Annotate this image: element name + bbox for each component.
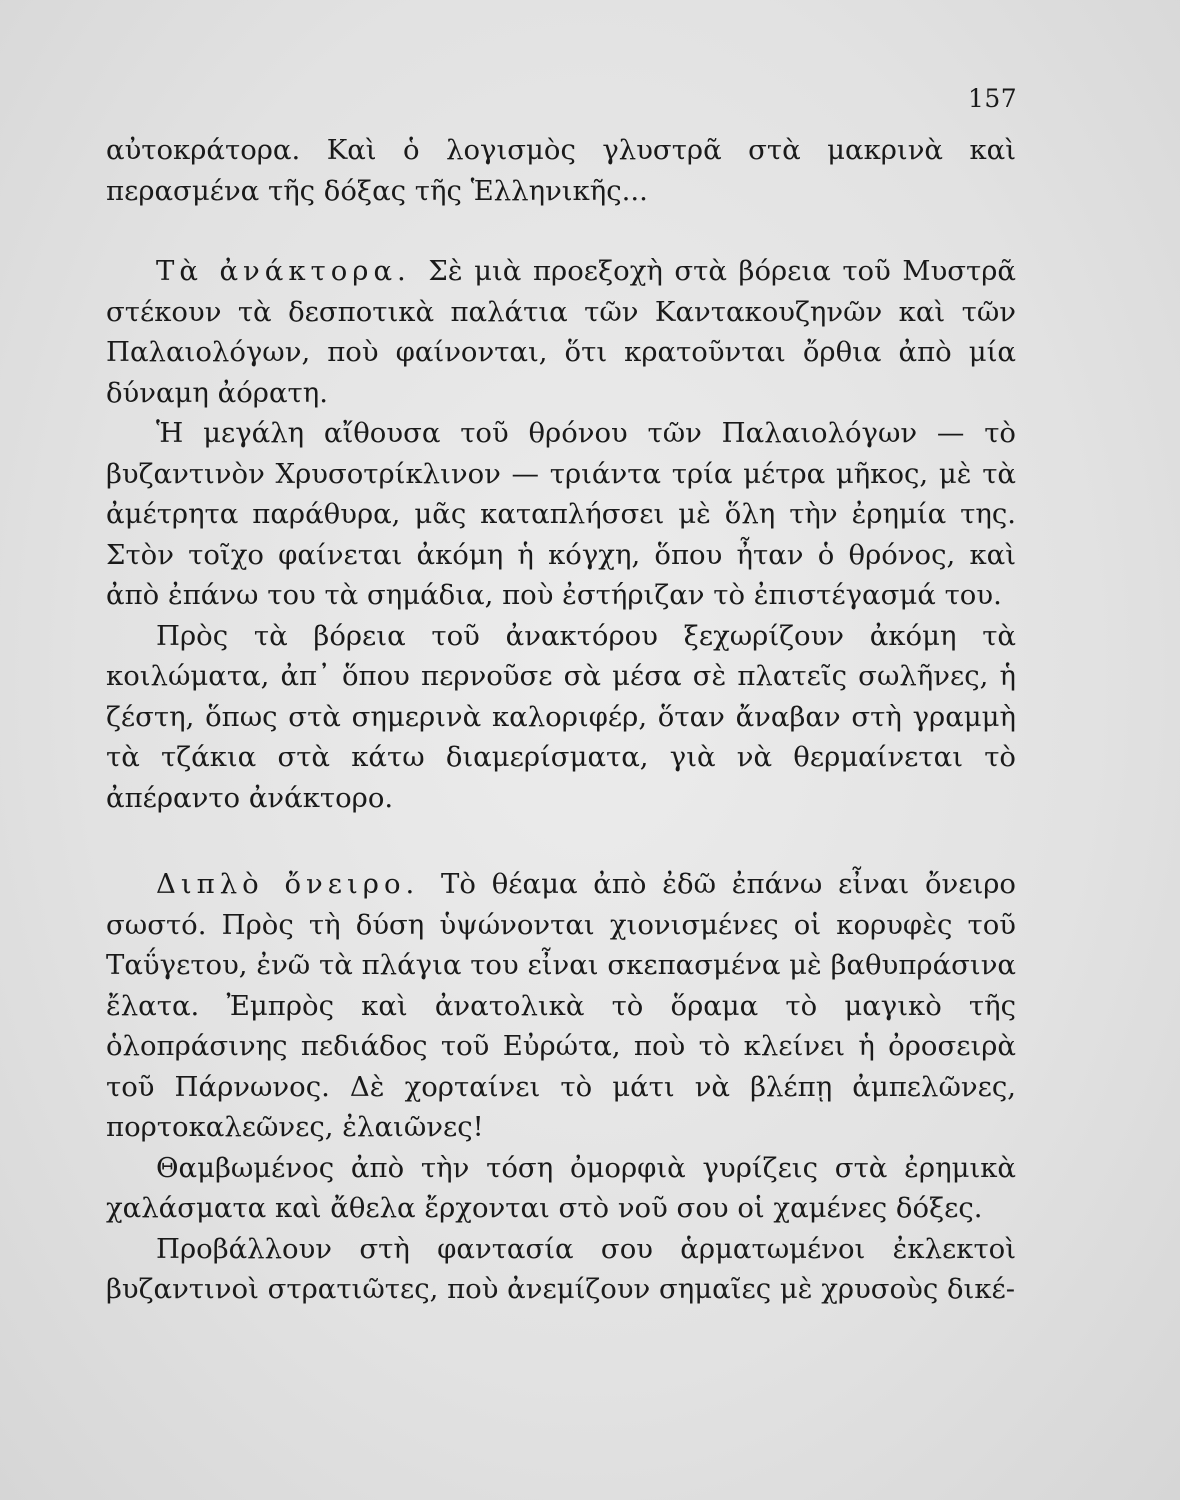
section-heading-palaces: Τὰ ἀνάκτορα. <box>156 255 411 287</box>
paragraph-palaces-text: Σὲ μιὰ προεξοχὴ στὰ βόρεια τοῦ Μυστρᾶ στέκουν τὰ δεσποτικὰ παλάτια τῶν Καντακουζηνῶν καὶ τῶν Παλαιολόγων, ποὺ φαίνονται, ὅτι κρατοῦνται ὄρθια ἀπὸ μία δύναμη ἀόρατη. <box>106 255 1017 409</box>
paragraph-continuation: αὐτοκράτορα. Καὶ ὁ λογισμὸς γλυστρᾶ στὰ μακρινὰ καὶ περασμένα τῆς δόξας τῆς Ἑλληνικῆς... <box>106 134 1016 207</box>
body-text <box>106 130 1016 1310</box>
paragraph-dazzled: Θαμβωμένος ἀπὸ τὴν τόση ὀμορφιὰ γυρίζεις στὰ ἐρημικὰ χαλάσματα καὶ ἄθελα ἔρχονται στὸ νοῦ σου οἱ χαμένες δόξες. <box>106 1151 1016 1224</box>
paragraph-heating: Πρὸς τὰ βόρεια τοῦ ἀνακτόρου ξεχωρίζουν ἀκόμη τὰ κοιλώματα, ἀπ᾿ ὅπου περνοῦσε σὰ μέσα σὲ πλατεῖς σωλῆνες, ἡ ζέστη, ὅπως στὰ σημερινὰ καλοριφέρ, ὅταν ἄναβαν στὴ γραμμὴ τὰ τζάκια στὰ κάτω διαμερίσματα, γιὰ νὰ θερμαίνεται τὸ ἀπέραντο ἀνάκτορο. <box>106 619 1016 814</box>
paragraph-palaces <box>106 251 1016 413</box>
page-number: 157 <box>968 84 1018 113</box>
paragraph-soldiers: Προβάλλουν στὴ φαντασία σου ἁρματωμένοι ἐκλεκτοὶ βυζαντινοὶ στρατιῶτες, ποὺ ἀνεμίζουν σημαῖες μὲ χρυσοὺς δικέ- <box>106 1232 1016 1305</box>
section-gap <box>106 211 1016 251</box>
paragraph-double-dream-text: Τὸ θέαμα ἀπὸ ἐδῶ ἐπάνω εἶναι ὄνειρο σωστό. Πρὸς τὴ δύση ὑψώνονται χιονισμένες οἱ κορυφὲς τοῦ Ταΰγετου, ἐνῶ τὰ πλάγια του εἶναι σκεπασμένα μὲ βαθυπράσινα ἔλατα. Ἐμπρὸς καὶ ἀνατολικὰ τὸ ὅραμα τὸ μαγικὸ τῆς ὁλοπράσινης πεδιάδος τοῦ Εὐρώτα, ποὺ τὸ κλείνει ἡ ὀροσειρὰ τοῦ Πάρνωνος. Δὲ χορταίνει τὸ μάτι νὰ βλέπῃ ἀμπελῶνες, πορτοκαλεῶνες, ἐλαιῶνες! <box>106 868 1016 1143</box>
section-heading-double-dream: Διπλὸ ὄνειρο. <box>156 868 420 900</box>
paragraph-throne-hall: Ἡ μεγάλη αἴθουσα τοῦ θρόνου τῶν Παλαιολόγων — τὸ βυζαντινὸν Χρυσοτρίκλινον — τριάντα τρία μέτρα μῆκος, μὲ τὰ ἀμέτρητα παράθυρα, μᾶς καταπλήσσει μὲ ὅλη τὴν ἐρημία της. Στὸν τοῖχο φαίνεται ἀκόμη ἡ κόγχη, ὅπου ἦταν ὁ θρόνος, καὶ ἀπὸ ἐπάνω του τὰ σημάδια, ποὺ ἐστήριζαν τὸ ἐπιστέγασμά του. <box>106 417 1016 611</box>
paragraph-double-dream <box>106 864 1016 1148</box>
section-gap <box>106 818 1016 864</box>
